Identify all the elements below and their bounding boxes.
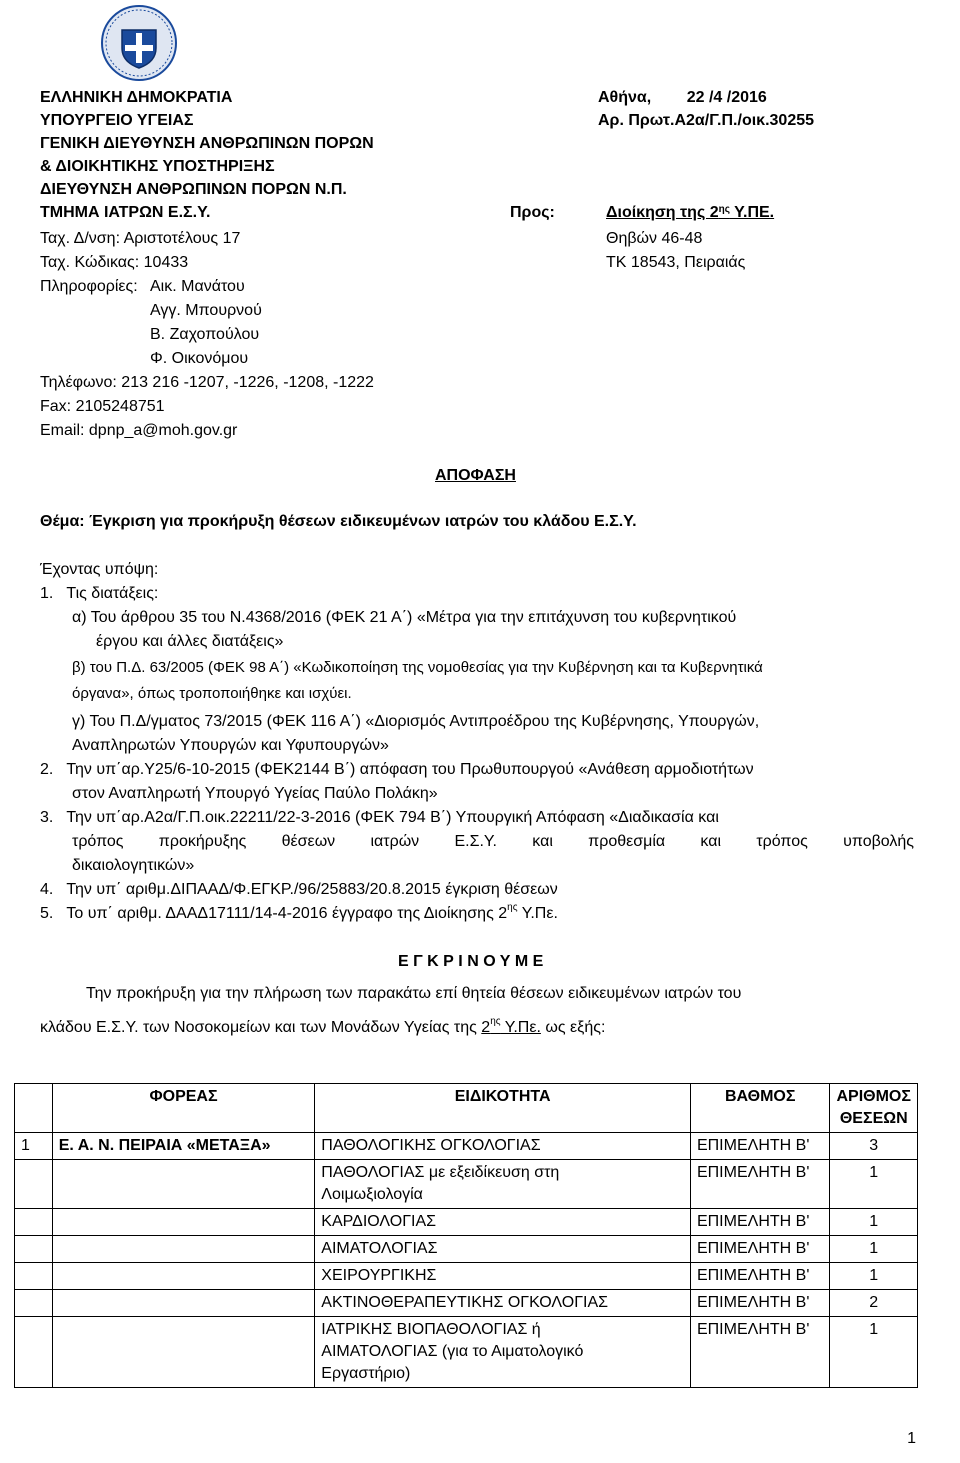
- positions-table: [14, 1083, 918, 1388]
- cell-org: Ε. Α. Ν. ΠΕΙΡΑΙΑ «ΜΕΤΑΞΑ»: [52, 1133, 315, 1160]
- cell-count: 1: [830, 1236, 918, 1263]
- cell-count: 2: [830, 1290, 918, 1317]
- cell-no: [15, 1317, 53, 1388]
- cell-specialty: ΚΑΡΔΙΟΛΟΓΙΑΣ: [315, 1209, 691, 1236]
- cell-no: [15, 1236, 53, 1263]
- subject: Θέμα: Έγκριση για προκήρυξη θέσεων ειδικευμένων ιατρών του κλάδου Ε.Σ.Υ.: [40, 513, 637, 530]
- decision-title: ΑΠΟΦΑΣΗ: [435, 467, 516, 484]
- item-3-cont: τρόπος προκήρυξης θέσεων ιατρών Ε.Σ.Υ. και προθεσμία και τρόπος υποβολής: [72, 833, 914, 850]
- item-2-cont: στον Αναπληρωτή Υπουργό Υγείας Παύλο Πολάκη»: [72, 785, 438, 802]
- cell-rank: ΕΠΙΜΕΛΗΤΗ Β': [690, 1317, 830, 1388]
- header-cell-org: ΦΟΡΕΑΣ: [52, 1084, 315, 1133]
- cell-specialty: ΙΑΤΡΙΚΗΣ ΒΙΟΠΑΘΟΛΟΓΙΑΣ ή ΑΙΜΑΤΟΛΟΓΙΑΣ (για το Αιματολογικό Εργαστήριο): [315, 1317, 691, 1388]
- cell-specialty: ΠΑΘΟΛΟΓΙΑΣ με εξειδίκευση στη Λοιμωξιολογία: [315, 1160, 691, 1209]
- header-cell-specialty: ΕΙΔΙΚΟΤΗΤΑ: [315, 1084, 691, 1133]
- postal-code: Ταχ. Κώδικας: 10433: [40, 254, 189, 271]
- table-row: [15, 1263, 918, 1290]
- cell-rank: ΕΠΙΜΕΛΗΤΗ Β': [690, 1209, 830, 1236]
- table-row: [15, 1317, 918, 1388]
- item-2: 2. Την υπ΄αρ.Υ25/6-10-2015 (ΦΕΚ2144 Β΄) απόφαση του Πρωθυπουργού «Ανάθεση αρμοδιοτήτων: [40, 761, 754, 778]
- postal-address: Ταχ. Δ/νση: Αριστοτέλους 17: [40, 230, 241, 247]
- considering-label: Έχοντας υπόψη:: [40, 561, 159, 578]
- cell-no: [15, 1290, 53, 1317]
- cell-no: [15, 1209, 53, 1236]
- item-1: 1. Τις διατάξεις:: [40, 585, 159, 602]
- cell-count: 1: [830, 1209, 918, 1236]
- cell-org: [52, 1209, 315, 1236]
- to-label: Προς:: [510, 204, 555, 221]
- item-1b: β) του Π.Δ. 63/2005 (ΦΕΚ 98 Α΄) «Κωδικοποίηση της νομοθεσίας για την Κυβέρνηση και τα Κυβερνητικά: [72, 659, 763, 676]
- approve-text: Την προκήρυξη για την πλήρωση των παρακάτω επί θητεία θέσεων ειδικευμένων ιατρών του: [86, 985, 742, 1002]
- table-row: [15, 1209, 918, 1236]
- cell-no: 1: [15, 1133, 53, 1160]
- cell-no: [15, 1160, 53, 1209]
- recipient-city: ΤΚ 18543, Πειραιάς: [606, 254, 746, 271]
- header-cell-rank: ΒΑΘΜΟΣ: [690, 1084, 830, 1133]
- general-directorate-cont: & ΔΙΟΙΚΗΤΙΚΗΣ ΥΠΟΣΤΗΡΙΞΗΣ: [40, 158, 275, 175]
- cell-rank: ΕΠΙΜΕΛΗΤΗ Β': [690, 1133, 830, 1160]
- general-directorate: ΓΕΝΙΚΗ ΔΙΕΥΘΥΝΣΗ ΑΝΘΡΩΠΙΝΩΝ ΠΟΡΩΝ: [40, 135, 374, 152]
- recipient: Διοίκηση της $2^{\eta\varsigma}$ Υ.ΠΕ.: [606, 204, 775, 221]
- cell-specialty: ΠΑΘΟΛΟΓΙΚΗΣ ΟΓΚΟΛΟΓΙΑΣ: [315, 1133, 691, 1160]
- cell-rank: ΕΠΙΜΕΛΗΤΗ Β': [690, 1263, 830, 1290]
- protocol-number: Αρ. Πρωτ.Α2α/Γ.Π./οικ.30255: [598, 112, 815, 129]
- info-label: Πληροφορίες:: [40, 278, 138, 295]
- cell-rank: ΕΠΙΜΕΛΗΤΗ Β': [690, 1236, 830, 1263]
- cell-org: [52, 1263, 315, 1290]
- item-5: 5. Το υπ΄ αριθμ. ΔΑΑΔ17111/14-4-2016 έγγραφο της Διοίκησης $2^{\eta\varsigma}$ Υ.Πε.: [40, 902, 558, 922]
- table-row: [15, 1160, 918, 1209]
- cell-org: [52, 1160, 315, 1209]
- cell-specialty: ΧΕΙΡΟΥΡΓΙΚΗΣ: [315, 1263, 691, 1290]
- header-cell-no: [15, 1084, 53, 1133]
- item-1c-cont: Αναπληρωτών Υπουργών και Υφυπουργών»: [72, 737, 389, 754]
- country-name: ΕΛΛΗΝΙΚΗ ΔΗΜΟΚΡΑΤΙΑ: [40, 89, 233, 106]
- table-row: [15, 1236, 918, 1263]
- item-1b-cont: όργανα», όπως τροποποιήθηκε και ισχύει.: [72, 685, 352, 702]
- cell-org: [52, 1236, 315, 1263]
- recipient-address: Θηβών 46-48: [606, 230, 703, 247]
- city-date: Αθήνα, 22 /4 /2016: [598, 89, 767, 106]
- email: Email: dpnp_a@moh.gov.gr: [40, 422, 238, 439]
- cell-count: 1: [830, 1317, 918, 1388]
- info-contact-1: Αικ. Μανάτου: [150, 278, 245, 295]
- greek-state-emblem-icon: [100, 4, 178, 82]
- cell-count: 1: [830, 1263, 918, 1290]
- cell-count: 1: [830, 1160, 918, 1209]
- item-3-cont2: δικαιολογητικών»: [72, 857, 195, 874]
- cell-org: [52, 1317, 315, 1388]
- approve-title: Ε Γ Κ Ρ Ι Ν Ο Υ Μ Ε: [398, 953, 544, 970]
- fax: Fax: 2105248751: [40, 398, 165, 415]
- cell-count: 3: [830, 1133, 918, 1160]
- info-contact-3: Β. Ζαχοπούλου: [150, 326, 260, 343]
- approve-text-cont: κλάδου Ε.Σ.Υ. των Νοσοκομείων και των Μονάδων Υγείας της $2^{\eta\varsigma}$ Υ.Πε. ως εξής:: [40, 1016, 606, 1036]
- cell-no: [15, 1263, 53, 1290]
- cell-specialty: ΑΙΜΑΤΟΛΟΓΙΑΣ: [315, 1236, 691, 1263]
- item-1a-cont: έργου και άλλες διατάξεις»: [96, 633, 284, 650]
- cell-rank: ΕΠΙΜΕΛΗΤΗ Β': [690, 1160, 830, 1209]
- ministry-name: ΥΠΟΥΡΓΕΙΟ ΥΓΕΙΑΣ: [40, 112, 194, 129]
- cell-rank: ΕΠΙΜΕΛΗΤΗ Β': [690, 1290, 830, 1317]
- cell-specialty: ΑΚΤΙΝΟΘΕΡΑΠΕΥΤΙΚΗΣ ΟΓΚΟΛΟΓΙΑΣ: [315, 1290, 691, 1317]
- table-row: [15, 1133, 918, 1160]
- item-1c: γ) Του Π.Δ/γματος 73/2015 (ΦΕΚ 116 Α΄) «Διορισμός Αντιπροέδρου της Κυβέρνησης, Υπουργών,: [72, 713, 760, 730]
- table-header-row: [15, 1084, 918, 1133]
- info-contact-4: Φ. Οικονόμου: [150, 350, 249, 367]
- page-number: 1: [907, 1430, 916, 1447]
- item-4: 4. Την υπ΄ αριθμ.ΔΙΠΑΑΔ/Φ.ΕΓΚΡ./96/25883/20.8.2015 έγκριση θέσεων: [40, 881, 558, 898]
- department: ΤΜΗΜΑ ΙΑΤΡΩΝ Ε.Σ.Υ.: [40, 204, 211, 221]
- directorate: ΔΙΕΥΘΥΝΣΗ ΑΝΘΡΩΠΙΝΩΝ ΠΟΡΩΝ Ν.Π.: [40, 181, 347, 198]
- cell-org: [52, 1290, 315, 1317]
- item-3: 3. Την υπ΄αρ.Α2α/Γ.Π.οικ.22211/22-3-2016 (ΦΕΚ 794 Β΄) Υπουργική Απόφαση «Διαδικασία και: [40, 809, 719, 826]
- item-1a: α) Του άρθρου 35 του Ν.4368/2016 (ΦΕΚ 21 Α΄) «Μέτρα για την επιτάχυνση του κυβερνητικού: [72, 609, 737, 626]
- phone: Τηλέφωνο: 213 216 -1207, -1226, -1208, -1222: [40, 374, 374, 391]
- info-contact-2: Αγγ. Μπουρνού: [150, 302, 262, 319]
- header-cell-count: ΑΡΙΘΜΟΣ ΘΕΣΕΩΝ: [830, 1084, 918, 1133]
- table-row: [15, 1290, 918, 1317]
